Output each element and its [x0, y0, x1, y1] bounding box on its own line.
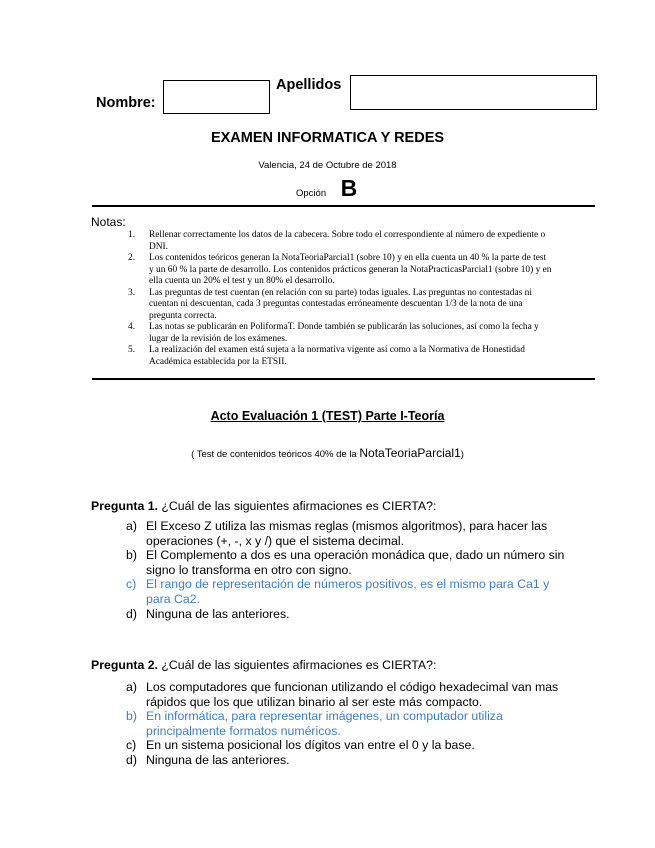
section-title: Acto Evaluación 1 (TEST) Parte I-Teoría — [210, 409, 445, 423]
note-item: 3. Las preguntas de test cuentan (en relación con su parte) todas iguales. Las preguntas no contestadas ni cuentan ni descuentan, cada 3 preguntas contestadas erróneamente descuentan 1/3 de la nota de una pregunta correcta. — [128, 287, 532, 321]
option-d[interactable]: d) Ninguna de las anteriores. — [126, 606, 290, 621]
apellidos-field[interactable] — [350, 75, 597, 110]
note-item: 5. La realización del examen está sujeta a la normativa vigente así como a la Normativa de Honestidad Académica establecida por la ETSII. — [128, 345, 525, 367]
bottom-divider — [92, 378, 595, 380]
option-c[interactable]: c) El rango de representación de números positivos, es el mismo para Ca1 y para Ca2. — [126, 577, 550, 606]
question-1-label: Pregunta 1. — [91, 499, 158, 513]
nombre-field[interactable] — [163, 80, 270, 114]
notes-heading: Notas: — [91, 215, 126, 229]
question-2-options — [126, 680, 566, 768]
note-item: 4. Las notas se publicarán en PoliformaT. Donde también se publicarán las soluciones, así como la fecha y lugar de la revisión de los exámenes. — [128, 322, 539, 344]
nombre-label: Nombre: — [96, 95, 156, 111]
exam-title: EXAMEN INFORMATICA Y REDES — [210, 130, 445, 146]
option-value: B — [340, 175, 358, 201]
option-c[interactable]: c) En un sistema posicional los dígitos van entre el 0 y la base. — [126, 738, 475, 753]
question-2 — [91, 658, 436, 672]
note-item: 2. Los contenidos teóricos generan la NotaTeoriaParcial1 (sobre 10) y en ella cuenta un 40 % la parte de test y un 60 % la parte de desarrollo. Los contenidos prácticos generan la NotaPracticasParcial1 (sobre 10) y en ella cuenta un 20% el test y un 80% el desarrollo. — [128, 253, 552, 286]
option-a[interactable]: a) El Exceso Z utiliza las mismas reglas (mismos algoritmos), para hacer las operaciones (+, -, x y /) que el sistema decimal. — [126, 519, 548, 548]
top-divider — [92, 205, 595, 207]
question-2-text: ¿Cuál de las siguientes afirmaciones es CIERTA?: — [157, 658, 437, 672]
apellidos-label: Apellidos — [276, 77, 342, 93]
option-label: Opción — [296, 188, 327, 199]
exam-option — [296, 175, 357, 202]
question-2-label: Pregunta 2. — [91, 658, 158, 672]
section-subtitle: ( Test de contenidos teóricos 40% de la NotaTeoriaParcial1) — [191, 446, 464, 460]
note-item: 1. Rellenar correctamente los datos de la cabecera. Sobre todo el correspondiente al número de expediente o DNI. — [128, 230, 546, 252]
option-b[interactable]: b) El Complemento a dos es una operación monádica que, dado un número sin signo lo transforma en otro con signo. — [126, 548, 565, 577]
question-1-options — [126, 519, 566, 621]
option-a[interactable]: a) Los computadores que funcionan utilizando el código hexadecimal van mas rápidos que los que utilizan binario al ser este más compacto. — [126, 680, 559, 709]
question-1-text: ¿Cuál de las siguientes afirmaciones es CIERTA?: — [157, 499, 437, 513]
question-1 — [91, 499, 436, 513]
option-d[interactable]: d) Ninguna de las anteriores. — [126, 752, 290, 767]
notes-list — [92, 230, 552, 368]
exam-date: Valencia, 24 de Octubre de 2018 — [258, 160, 397, 171]
option-b[interactable]: b) En informática, para representar imágenes, un computador utiliza principalmente formatos numéricos. — [126, 709, 503, 738]
